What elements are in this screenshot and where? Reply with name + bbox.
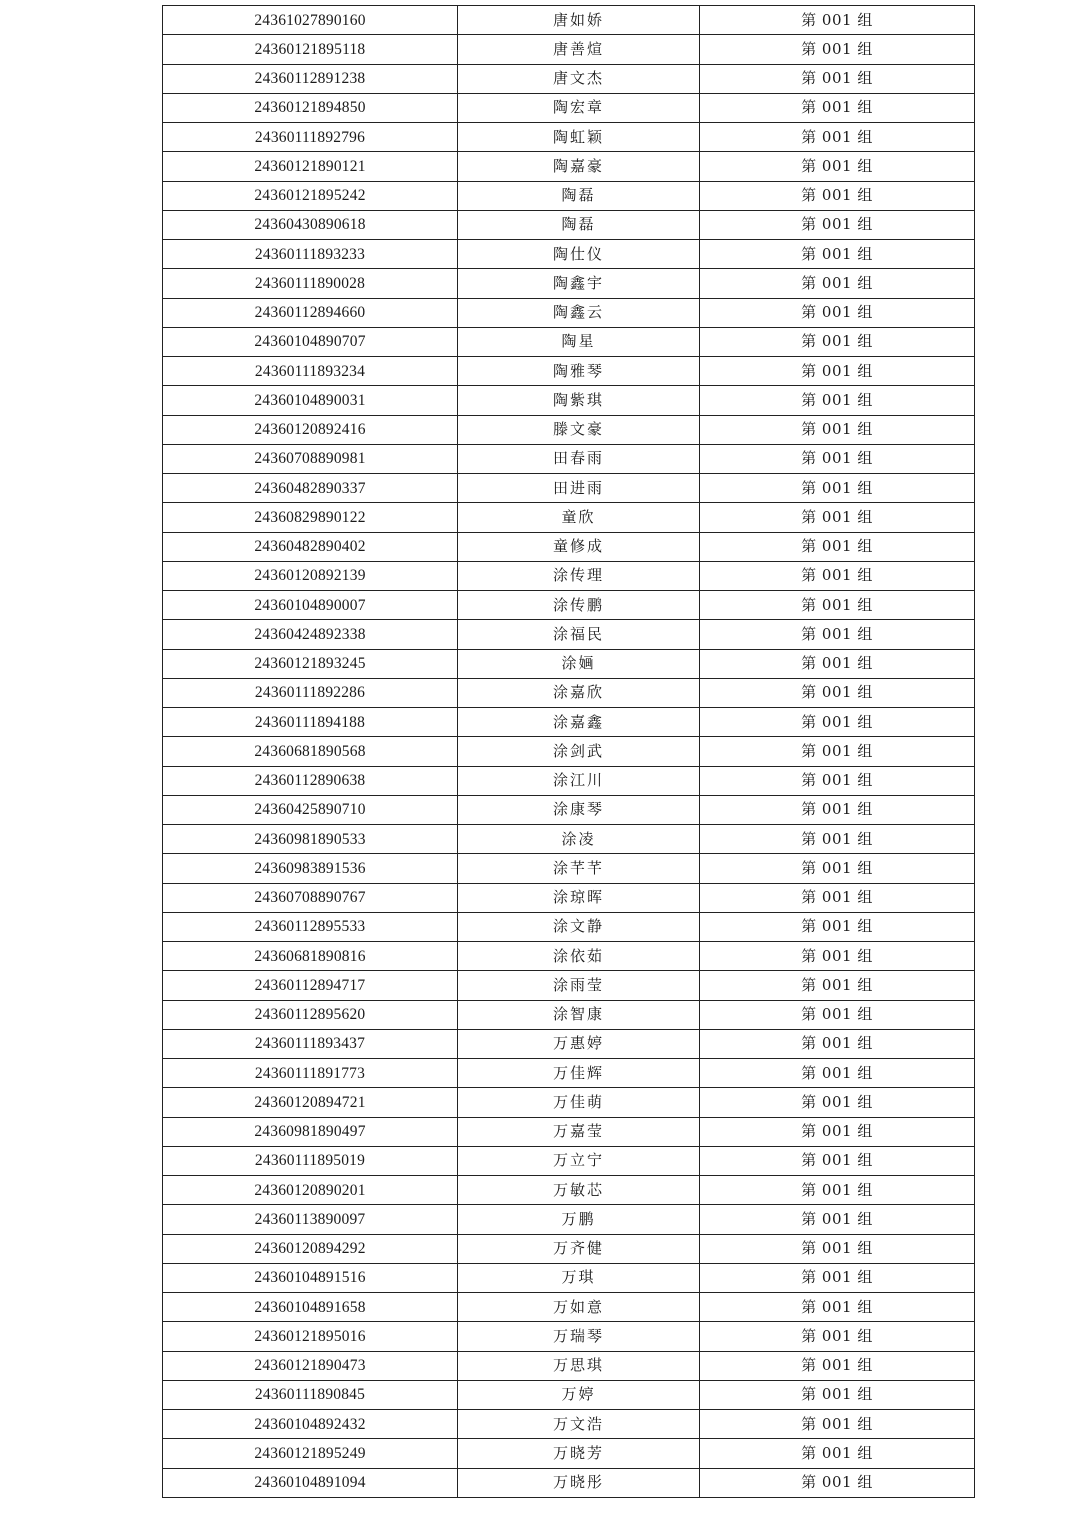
table-row [163,1117,975,1146]
group-cell: 第 001 组 [700,942,975,971]
group-cell: 第 001 组 [700,64,975,93]
table-row [163,737,975,766]
candidate-name-cell: 陶鑫云 [458,298,700,327]
group-cell: 第 001 组 [700,1351,975,1380]
group-cell: 第 001 组 [700,1468,975,1497]
table-row [163,561,975,590]
table-row [163,386,975,415]
candidate-id-cell: 24360424892338 [163,620,458,649]
group-cell: 第 001 组 [700,737,975,766]
candidate-name-cell: 陶星 [458,327,700,356]
candidate-name-cell: 涂嘉欣 [458,678,700,707]
candidate-id-cell: 24360983891536 [163,854,458,883]
candidate-name-cell: 涂智康 [458,1000,700,1029]
table-row [163,298,975,327]
candidate-id-cell: 24360708890767 [163,883,458,912]
table-row [163,474,975,503]
candidate-id-cell: 24360112891238 [163,64,458,93]
candidate-id-cell: 24360120894721 [163,1088,458,1117]
candidate-name-cell: 万齐健 [458,1234,700,1263]
group-cell: 第 001 组 [700,1000,975,1029]
table-row [163,591,975,620]
group-cell: 第 001 组 [700,444,975,473]
table-row [163,854,975,883]
table-row [163,210,975,239]
candidate-id-cell: 24360708890981 [163,444,458,473]
candidate-name-cell: 涂依茹 [458,942,700,971]
group-cell: 第 001 组 [700,591,975,620]
candidate-name-cell: 唐善煊 [458,35,700,64]
table-row [163,1263,975,1292]
candidate-id-cell: 24360120894292 [163,1234,458,1263]
candidate-name-cell: 涂芊芊 [458,854,700,883]
candidate-name-cell: 涂康琴 [458,795,700,824]
table-row [163,912,975,941]
candidate-name-cell: 万鹏 [458,1205,700,1234]
table-row [163,1468,975,1497]
candidate-id-cell: 24360121895242 [163,181,458,210]
candidate-id-cell: 24360111893437 [163,1029,458,1058]
table-row [163,1059,975,1088]
table-row [163,6,975,35]
table-row [163,415,975,444]
candidate-id-cell: 24360120890201 [163,1176,458,1205]
group-cell: 第 001 组 [700,1322,975,1351]
candidate-name-cell: 涂雨莹 [458,971,700,1000]
group-cell: 第 001 组 [700,561,975,590]
candidate-name-cell: 涂凌 [458,825,700,854]
candidate-name-cell: 万敏芯 [458,1176,700,1205]
table-row [163,708,975,737]
table-row [163,678,975,707]
candidate-name-cell: 万婷 [458,1380,700,1409]
candidate-id-cell: 24360121895249 [163,1439,458,1468]
candidate-name-cell: 涂婳 [458,649,700,678]
candidate-id-cell: 24360113890097 [163,1205,458,1234]
table-row [163,532,975,561]
group-cell: 第 001 组 [700,854,975,883]
candidate-id-cell: 24360112890638 [163,766,458,795]
group-cell: 第 001 组 [700,298,975,327]
table-row [163,357,975,386]
group-cell: 第 001 组 [700,210,975,239]
table-row [163,1351,975,1380]
candidate-name-cell: 万惠婷 [458,1029,700,1058]
candidate-id-cell: 24360681890816 [163,942,458,971]
group-cell: 第 001 组 [700,1088,975,1117]
table-row [163,240,975,269]
group-cell: 第 001 组 [700,1263,975,1292]
group-cell: 第 001 组 [700,649,975,678]
candidate-name-cell: 唐如娇 [458,6,700,35]
candidate-name-cell: 涂福民 [458,620,700,649]
table-row [163,1205,975,1234]
group-cell: 第 001 组 [700,357,975,386]
group-cell: 第 001 组 [700,1410,975,1439]
candidate-id-cell: 24360981890533 [163,825,458,854]
candidate-name-cell: 万立宁 [458,1146,700,1175]
group-cell: 第 001 组 [700,1293,975,1322]
table-row [163,152,975,181]
candidate-id-cell: 24360104890031 [163,386,458,415]
group-cell: 第 001 组 [700,678,975,707]
candidate-id-cell: 24360112895533 [163,912,458,941]
candidate-id-cell: 24360111893233 [163,240,458,269]
candidate-name-cell: 涂嘉鑫 [458,708,700,737]
candidate-name-cell: 涂传鹏 [458,591,700,620]
candidate-name-cell: 滕文豪 [458,415,700,444]
candidate-name-cell: 陶磊 [458,210,700,239]
group-cell: 第 001 组 [700,181,975,210]
table-row [163,1146,975,1175]
group-cell: 第 001 组 [700,35,975,64]
table-row [163,649,975,678]
group-cell: 第 001 组 [700,123,975,152]
candidate-name-cell: 涂传理 [458,561,700,590]
group-cell: 第 001 组 [700,415,975,444]
candidate-name-cell: 陶鑫宇 [458,269,700,298]
table-row [163,444,975,473]
table-row [163,35,975,64]
candidate-id-cell: 24360111890845 [163,1380,458,1409]
candidate-name-cell: 万佳萌 [458,1088,700,1117]
table-row [163,883,975,912]
candidate-name-cell: 田进雨 [458,474,700,503]
candidate-id-cell: 24360121895016 [163,1322,458,1351]
candidate-id-cell: 24361027890160 [163,6,458,35]
candidate-id-cell: 24360120892139 [163,561,458,590]
candidate-id-cell: 24360681890568 [163,737,458,766]
candidate-id-cell: 24360829890122 [163,503,458,532]
candidate-id-cell: 24360104890007 [163,591,458,620]
candidate-id-cell: 24360104892432 [163,1410,458,1439]
group-cell: 第 001 组 [700,883,975,912]
table-row [163,123,975,152]
candidate-id-cell: 24360120892416 [163,415,458,444]
candidate-name-cell: 万晓彤 [458,1468,700,1497]
candidate-id-cell: 24360111890028 [163,269,458,298]
table-row [163,942,975,971]
table-row [163,1234,975,1263]
candidate-id-cell: 24360104891658 [163,1293,458,1322]
candidate-id-cell: 24360104891516 [163,1263,458,1292]
group-cell: 第 001 组 [700,971,975,1000]
candidate-id-cell: 24360111893234 [163,357,458,386]
table-row [163,1410,975,1439]
table-row [163,1000,975,1029]
candidate-name-cell: 万佳辉 [458,1059,700,1088]
candidate-id-cell: 24360121894850 [163,93,458,122]
candidate-name-cell: 涂文静 [458,912,700,941]
table-row [163,971,975,1000]
table-row [163,1088,975,1117]
candidate-id-cell: 24360482890402 [163,532,458,561]
group-cell: 第 001 组 [700,1176,975,1205]
candidate-name-cell: 陶磊 [458,181,700,210]
candidate-id-cell: 24360121895118 [163,35,458,64]
candidate-id-cell: 24360112895620 [163,1000,458,1029]
group-cell: 第 001 组 [700,327,975,356]
candidate-id-cell: 24360112894660 [163,298,458,327]
candidate-name-cell: 万文浩 [458,1410,700,1439]
group-cell: 第 001 组 [700,503,975,532]
group-cell: 第 001 组 [700,240,975,269]
table-row [163,825,975,854]
candidate-id-cell: 24360111892796 [163,123,458,152]
group-cell: 第 001 组 [700,1029,975,1058]
candidate-name-cell: 涂江川 [458,766,700,795]
roster-table [162,5,975,1498]
group-cell: 第 001 组 [700,708,975,737]
table-row [163,620,975,649]
candidate-name-cell: 唐文杰 [458,64,700,93]
group-cell: 第 001 组 [700,766,975,795]
table-row [163,93,975,122]
candidate-name-cell: 陶宏章 [458,93,700,122]
group-cell: 第 001 组 [700,1205,975,1234]
group-cell: 第 001 组 [700,386,975,415]
table-row [163,181,975,210]
candidate-name-cell: 涂剑武 [458,737,700,766]
candidate-name-cell: 陶仕仪 [458,240,700,269]
candidate-id-cell: 24360425890710 [163,795,458,824]
candidate-id-cell: 24360104890707 [163,327,458,356]
group-cell: 第 001 组 [700,6,975,35]
candidate-id-cell: 24360482890337 [163,474,458,503]
table-row [163,1439,975,1468]
candidate-name-cell: 陶雅琴 [458,357,700,386]
candidate-name-cell: 万如意 [458,1293,700,1322]
candidate-name-cell: 陶虹颖 [458,123,700,152]
candidate-id-cell: 24360112894717 [163,971,458,1000]
table-row [163,327,975,356]
candidate-name-cell: 涂琼晖 [458,883,700,912]
candidate-id-cell: 24360430890618 [163,210,458,239]
group-cell: 第 001 组 [700,1439,975,1468]
group-cell: 第 001 组 [700,825,975,854]
candidate-name-cell: 万嘉莹 [458,1117,700,1146]
candidate-id-cell: 24360111892286 [163,678,458,707]
table-row [163,1322,975,1351]
table-row [163,1176,975,1205]
group-cell: 第 001 组 [700,152,975,181]
group-cell: 第 001 组 [700,532,975,561]
candidate-name-cell: 万瑞琴 [458,1322,700,1351]
group-cell: 第 001 组 [700,1117,975,1146]
candidate-id-cell: 24360981890497 [163,1117,458,1146]
table-row [163,795,975,824]
table-row [163,1380,975,1409]
group-cell: 第 001 组 [700,269,975,298]
candidate-id-cell: 24360111895019 [163,1146,458,1175]
candidate-name-cell: 陶紫琪 [458,386,700,415]
candidate-name-cell: 童欣 [458,503,700,532]
table-row [163,64,975,93]
group-cell: 第 001 组 [700,1234,975,1263]
candidate-id-cell: 24360111894188 [163,708,458,737]
candidate-id-cell: 24360121890473 [163,1351,458,1380]
table-row [163,766,975,795]
table-row [163,1293,975,1322]
candidate-name-cell: 童修成 [458,532,700,561]
candidate-id-cell: 24360111891773 [163,1059,458,1088]
candidate-id-cell: 24360121893245 [163,649,458,678]
group-cell: 第 001 组 [700,474,975,503]
group-cell: 第 001 组 [700,795,975,824]
table-row [163,269,975,298]
group-cell: 第 001 组 [700,93,975,122]
candidate-name-cell: 万琪 [458,1263,700,1292]
group-cell: 第 001 组 [700,1380,975,1409]
roster-table-body [163,6,975,1498]
candidate-name-cell: 万晓芳 [458,1439,700,1468]
group-cell: 第 001 组 [700,620,975,649]
group-cell: 第 001 组 [700,912,975,941]
group-cell: 第 001 组 [700,1146,975,1175]
candidate-id-cell: 24360104891094 [163,1468,458,1497]
group-cell: 第 001 组 [700,1059,975,1088]
table-row [163,503,975,532]
table-row [163,1029,975,1058]
candidate-name-cell: 田春雨 [458,444,700,473]
candidate-id-cell: 24360121890121 [163,152,458,181]
candidate-name-cell: 万思琪 [458,1351,700,1380]
candidate-name-cell: 陶嘉豪 [458,152,700,181]
